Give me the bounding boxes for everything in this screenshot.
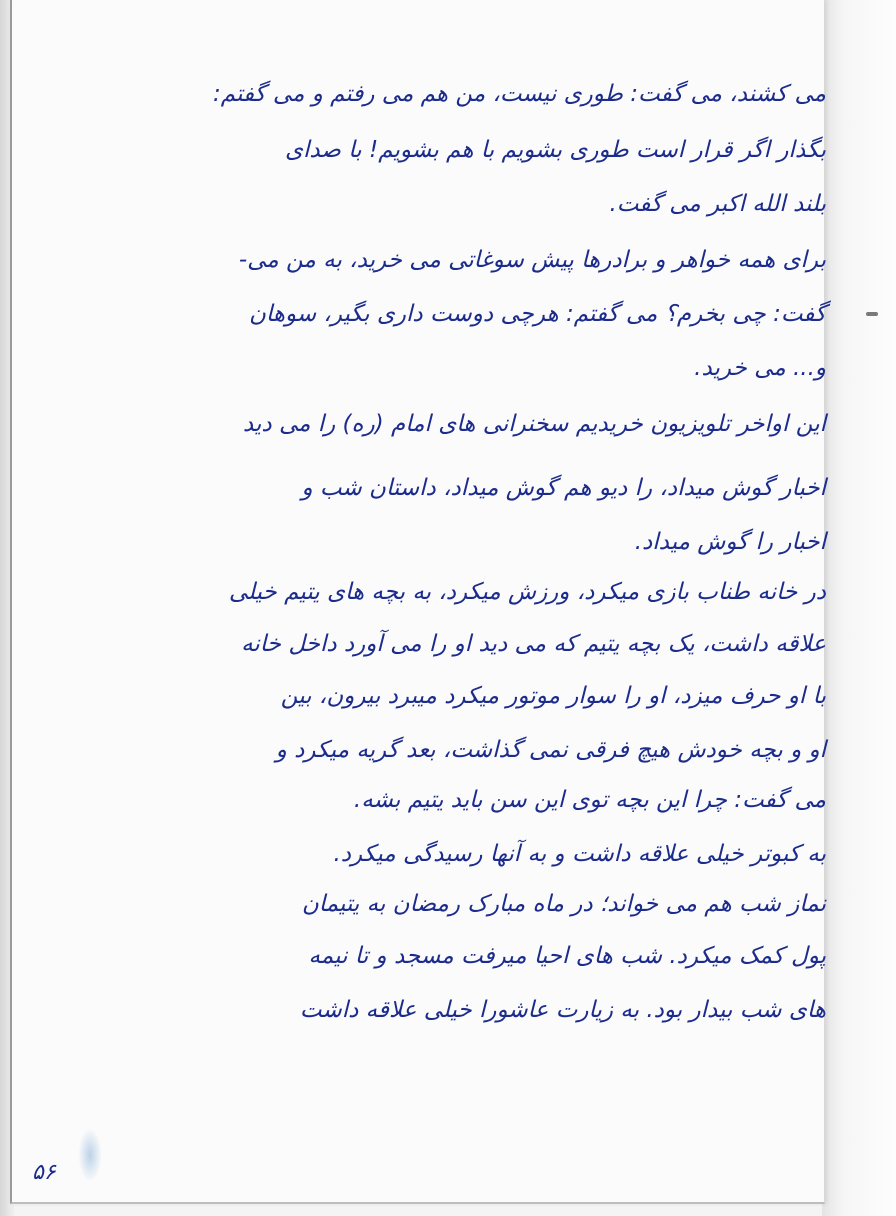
- text-line: به کبوتر خیلی علاقه داشت و به آنها رسیدگی میکرد.: [333, 841, 826, 867]
- page-number: ۵۶: [32, 1160, 56, 1185]
- scan-speck: [866, 312, 878, 316]
- text-line: های شب بیدار بود. به زیارت عاشورا خیلی علاقه داشت: [299, 997, 826, 1023]
- text-line: و... می خرید.: [694, 355, 826, 381]
- text-line: در خانه طناب بازی میکرد، ورزش میکرد، به بچه های یتیم خیلی: [228, 579, 826, 605]
- text-line: اخبار را گوش میداد.: [634, 529, 826, 555]
- text-line: علاقه داشت، یک بچه یتیم که می دید او را می آورد داخل خانه: [241, 631, 826, 657]
- text-line: بگذار اگر قرار است طوری بشویم با هم بشویم! با صدای: [284, 137, 826, 163]
- ink-smudge: [78, 1128, 102, 1182]
- text-line: با او حرف میزد، او را سوار موتور میکرد میبرد بیرون، بین: [280, 683, 826, 709]
- text-line: پول کمک میکرد. شب های احیا میرفت مسجد و تا نیمه: [308, 943, 826, 969]
- text-line: می کشند، می گفت: طوری نیست، من هم می رفتم و می گفتم:: [213, 81, 826, 107]
- text-line: این اواخر تلویزیون خریدیم سخنرانی های امام (ره) را می دید: [242, 411, 826, 437]
- text-line: برای همه خواهر و برادرها پیش سوغاتی می خرید، به من می-: [238, 247, 826, 273]
- notebook-page: [10, 0, 825, 1204]
- text-line: بلند الله اکبر می گفت.: [609, 191, 826, 217]
- text-line: گفت: چی بخرم؟ می گفتم: هرچی دوست داری بگیر، سوهان: [248, 301, 826, 327]
- text-line: او و بچه خودش هیچ فرقی نمی گذاشت، بعد گریه میکرد و: [275, 737, 826, 763]
- text-line: می گفت: چرا این بچه توی این سن باید یتیم بشه.: [353, 787, 826, 813]
- scan-right-margin: [822, 0, 896, 1216]
- text-line: اخبار گوش میداد، را دیو هم گوش میداد، داستان شب و: [301, 475, 826, 501]
- text-line: نماز شب هم می خواند؛ در ماه مبارک رمضان به یتیمان: [301, 891, 826, 917]
